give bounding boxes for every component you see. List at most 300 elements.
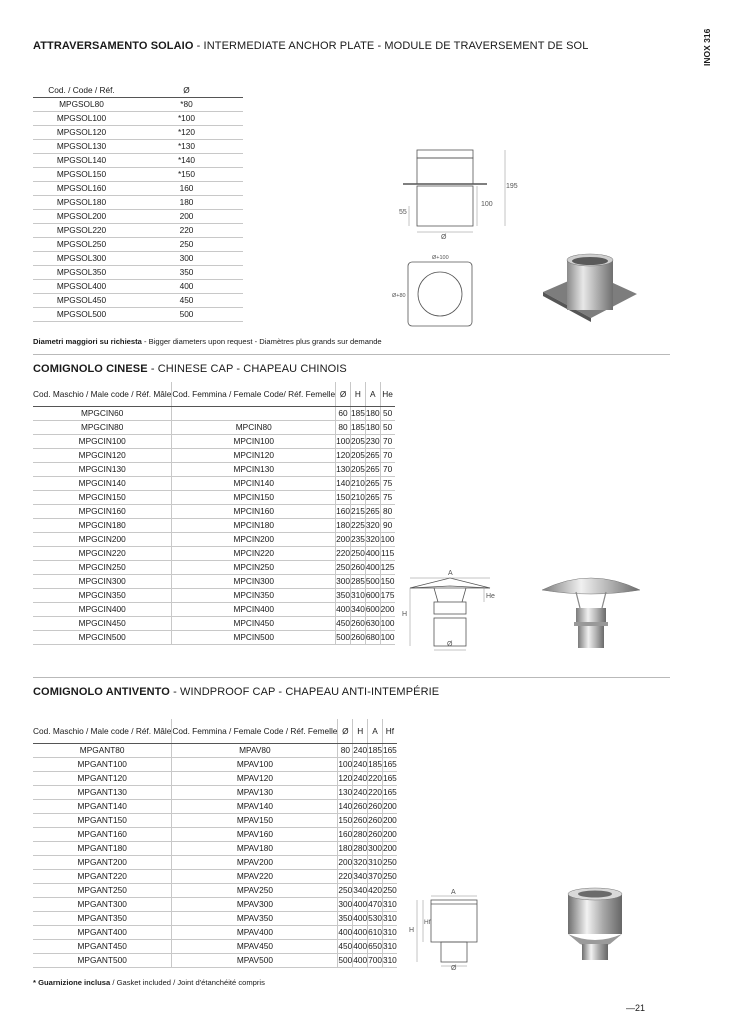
table-cell: 350: [130, 266, 243, 280]
table-cell: 450: [336, 617, 351, 631]
table-cell: 200: [382, 828, 396, 842]
section3-title-bold: COMIGNOLO ANTIVENTO: [33, 686, 170, 698]
table-cell: 50: [380, 421, 394, 435]
table-cell: MPGANT180: [33, 842, 172, 856]
table-cell: 320: [365, 533, 380, 547]
table-cell: 400: [365, 547, 380, 561]
table-cell: 400: [353, 926, 368, 940]
table-row: [33, 308, 243, 322]
dim-body: 100: [481, 201, 493, 208]
table-cell: 300: [130, 252, 243, 266]
table-row: [33, 168, 243, 182]
table-row: [33, 898, 397, 912]
table-cell: 500: [336, 631, 351, 645]
table-cell: 50: [380, 407, 394, 421]
table-header: A: [365, 382, 380, 407]
table-row: [33, 280, 243, 294]
table-header: He: [380, 382, 394, 407]
table-cell: MPGANT150: [33, 814, 172, 828]
table-cell: 300: [338, 898, 353, 912]
table-cell: 240: [353, 744, 368, 758]
section3-table: [33, 719, 397, 968]
table-cell: 180: [365, 407, 380, 421]
table-cell: 180: [130, 196, 243, 210]
section3-note-rest: / Gasket included / Joint d'étanchéité compris: [110, 978, 265, 987]
table-row: [33, 617, 395, 631]
table-cell: MPGANT300: [33, 898, 172, 912]
table-cell: 265: [365, 505, 380, 519]
table-cell: 265: [365, 449, 380, 463]
table-cell: MPGCIN160: [33, 505, 172, 519]
table-cell: 80: [380, 505, 394, 519]
table-cell: 180: [338, 842, 353, 856]
table-cell: 205: [350, 449, 365, 463]
table-header: A: [368, 719, 383, 744]
dim-a: A: [451, 889, 456, 896]
table-cell: MPAV100: [172, 758, 338, 772]
table-cell: 205: [350, 435, 365, 449]
table-row: [33, 519, 395, 533]
table-row: [33, 814, 397, 828]
table-cell: 400: [365, 561, 380, 575]
table-header: Cod. / Code / Réf.: [33, 84, 130, 98]
table-cell: MPCIN140: [172, 477, 336, 491]
table-cell: 470: [368, 898, 383, 912]
table-cell: 250: [382, 856, 396, 870]
table-cell: MPGANT350: [33, 912, 172, 926]
chinese-cap-drawing: [400, 566, 500, 654]
table-cell: MPGSOL140: [33, 154, 130, 168]
table-cell: 310: [368, 856, 383, 870]
dim-he: He: [486, 593, 495, 600]
table-cell: MPGSOL80: [33, 98, 130, 112]
table-cell: 260: [350, 561, 365, 575]
table-cell: 240: [353, 758, 368, 772]
table-row: [33, 196, 243, 210]
table-row: [33, 940, 397, 954]
table-row: [33, 547, 395, 561]
table-cell: 205: [350, 463, 365, 477]
table-cell: 280: [353, 828, 368, 842]
table-cell: MPAV200: [172, 856, 338, 870]
table-row: [33, 758, 397, 772]
table-row: [33, 561, 395, 575]
table-cell: 400: [338, 926, 353, 940]
section1-note: [33, 337, 382, 346]
table-cell: 150: [338, 814, 353, 828]
table-cell: 420: [368, 884, 383, 898]
table-cell: *150: [130, 168, 243, 182]
table-cell: MPGANT400: [33, 926, 172, 940]
table-row: [33, 449, 395, 463]
table-cell: 70: [380, 449, 394, 463]
table-cell: 80: [336, 421, 351, 435]
table-cell: MPGCIN140: [33, 477, 172, 491]
table-cell: 240: [353, 772, 368, 786]
dim-low: 55: [399, 209, 407, 216]
table-cell: 630: [365, 617, 380, 631]
table-cell: 450: [130, 294, 243, 308]
table-cell: MPCIN450: [172, 617, 336, 631]
table-cell: 100: [336, 435, 351, 449]
table-cell: 185: [368, 744, 383, 758]
table-row: [33, 842, 397, 856]
section1-title: [33, 40, 588, 52]
table-cell: 200: [336, 533, 351, 547]
table-cell: 300: [368, 842, 383, 856]
table-cell: 220: [368, 786, 383, 800]
table-cell: MPGANT140: [33, 800, 172, 814]
dim-total: 195: [506, 183, 518, 190]
table-cell: 230: [365, 435, 380, 449]
table-row: [33, 126, 243, 140]
table-cell: 160: [336, 505, 351, 519]
table-cell: 235: [350, 533, 365, 547]
table-cell: 340: [350, 603, 365, 617]
section1-table: [33, 84, 243, 322]
table-row: [33, 772, 397, 786]
table-cell: MPAV250: [172, 884, 338, 898]
table-cell: 200: [338, 856, 353, 870]
table-cell: 175: [380, 589, 394, 603]
upper-body: [417, 158, 473, 184]
table-row: [33, 98, 243, 112]
table-cell: MPGCIN250: [33, 561, 172, 575]
table-cell: MPGANT500: [33, 954, 172, 968]
table-header: Ø: [336, 382, 351, 407]
table-cell: 260: [350, 631, 365, 645]
windproof-cap-drawing: [405, 888, 495, 970]
table-cell: MPGSOL350: [33, 266, 130, 280]
table-cell: 140: [338, 800, 353, 814]
table-row: [33, 884, 397, 898]
table-cell: 265: [365, 463, 380, 477]
table-cell: 70: [380, 463, 394, 477]
table-row: [33, 435, 395, 449]
table-cell: 130: [338, 786, 353, 800]
table-header: Cod. Maschio / Male code / Réf. Mâle: [33, 719, 172, 744]
table-cell: MPAV140: [172, 800, 338, 814]
divider: [33, 354, 670, 355]
dim-hf: Hf: [424, 919, 431, 926]
table-cell: 285: [350, 575, 365, 589]
table-row: [33, 603, 395, 617]
table-cell: 100: [338, 758, 353, 772]
table-cell: MPGANT160: [33, 828, 172, 842]
table-cell: MPGCIN130: [33, 463, 172, 477]
table-cell: *140: [130, 154, 243, 168]
table-cell: 125: [380, 561, 394, 575]
table-cell: 160: [130, 182, 243, 196]
table-row: [33, 856, 397, 870]
table-cell: MPCIN400: [172, 603, 336, 617]
table-header: Cod. Femmina / Female Code / Réf. Femelle: [172, 719, 338, 744]
table-cell: MPGCIN300: [33, 575, 172, 589]
table-cell: 260: [350, 617, 365, 631]
section1-table-body: [33, 98, 243, 322]
table-cell: 220: [336, 547, 351, 561]
table-cell: 200: [382, 842, 396, 856]
table-cell: 310: [382, 954, 396, 968]
table-row: [33, 744, 397, 758]
table-cell: 250: [350, 547, 365, 561]
table-cell: 70: [380, 435, 394, 449]
divider: [33, 677, 670, 678]
table-row: [33, 828, 397, 842]
table-row: [33, 954, 397, 968]
dim-diam: Ø: [441, 234, 447, 240]
table-cell: 310: [382, 926, 396, 940]
table-row: [33, 491, 395, 505]
table-cell: MPGSOL450: [33, 294, 130, 308]
table-row: [33, 140, 243, 154]
table-cell: MPAV180: [172, 842, 338, 856]
table-cell: 240: [353, 786, 368, 800]
table-cell: 75: [380, 491, 394, 505]
table-cell: 200: [382, 814, 396, 828]
table-cell: 115: [380, 547, 394, 561]
table-cell: MPCIN200: [172, 533, 336, 547]
table-cell: MPGANT220: [33, 870, 172, 884]
table-cell: 200: [130, 210, 243, 224]
table-cell: MPGCIN500: [33, 631, 172, 645]
dim-d: Ø: [451, 965, 457, 970]
table-cell: [172, 407, 336, 421]
table-cell: MPGANT130: [33, 786, 172, 800]
table-cell: 250: [336, 561, 351, 575]
section3-note-bold: * Guarnizione inclusa: [33, 978, 111, 987]
chinese-cap-photo: [538, 562, 644, 652]
table-header: Cod. Maschio / Male code / Réf. Mâle: [33, 382, 172, 407]
table-cell: MPGANT250: [33, 884, 172, 898]
table-cell: 250: [382, 884, 396, 898]
table-cell: MPAV350: [172, 912, 338, 926]
section1-note-rest: - Bigger diameters upon request - Diamètres plus grands sur demande: [141, 337, 382, 346]
table-cell: 265: [365, 491, 380, 505]
table-cell: MPAV120: [172, 772, 338, 786]
table-cell: MPGCIN220: [33, 547, 172, 561]
table-cell: MPCIN300: [172, 575, 336, 589]
table-cell: MPAV300: [172, 898, 338, 912]
table-cell: MPAV150: [172, 814, 338, 828]
table-cell: 340: [353, 870, 368, 884]
table-cell: MPCIN220: [172, 547, 336, 561]
plate-height: Ø+80: [392, 293, 406, 299]
table-header: Hf: [382, 719, 396, 744]
table-cell: MPGSOL200: [33, 210, 130, 224]
lower-body: [417, 186, 473, 226]
section3-note: [33, 978, 265, 987]
section3-title-rest: - WINDPROOF CAP - CHAPEAU ANTI-INTEMPÉRIE: [169, 686, 440, 698]
table-cell: 220: [130, 224, 243, 238]
table-cell: 260: [353, 814, 368, 828]
table-cell: 180: [336, 519, 351, 533]
table-cell: 90: [380, 519, 394, 533]
table-cell: 700: [368, 954, 383, 968]
table-cell: 370: [368, 870, 383, 884]
table-cell: 160: [338, 828, 353, 842]
table-row: [33, 800, 397, 814]
section3-table-body: [33, 744, 397, 968]
table-cell: 100: [380, 631, 394, 645]
table-cell: MPGCIN450: [33, 617, 172, 631]
table-cell: 600: [365, 589, 380, 603]
table-cell: MPCIN130: [172, 463, 336, 477]
table-cell: 650: [368, 940, 383, 954]
table-cell: 310: [382, 940, 396, 954]
table-cell: 400: [336, 603, 351, 617]
table-cell: MPAV130: [172, 786, 338, 800]
table-cell: MPGSOL500: [33, 308, 130, 322]
table-cell: MPAV500: [172, 954, 338, 968]
table-cell: MPGANT80: [33, 744, 172, 758]
table-cell: 165: [382, 786, 396, 800]
table-cell: 60: [336, 407, 351, 421]
anchor-plate-side-drawing: [395, 140, 525, 240]
table-cell: 400: [353, 940, 368, 954]
table-header: Cod. Femmina / Female Code/ Réf. Femelle: [172, 382, 336, 407]
table-cell: MPGANT100: [33, 758, 172, 772]
windproof-cap-photo: [560, 884, 630, 964]
table-cell: 500: [130, 308, 243, 322]
table-row: [33, 912, 397, 926]
section2-table: [33, 382, 395, 645]
table-cell: MPGSOL400: [33, 280, 130, 294]
table-header: Ø: [130, 84, 243, 98]
table-cell: 260: [353, 800, 368, 814]
page-number: —21: [626, 1003, 646, 1013]
table-cell: 100: [380, 617, 394, 631]
table-row: [33, 266, 243, 280]
table-cell: 260: [368, 828, 383, 842]
table-row: [33, 589, 395, 603]
table-cell: 310: [382, 912, 396, 926]
table-row: [33, 870, 397, 884]
table-cell: MPGSOL120: [33, 126, 130, 140]
table-cell: MPGANT200: [33, 856, 172, 870]
table-cell: 185: [368, 758, 383, 772]
collar-top: [417, 150, 473, 158]
table-cell: 215: [350, 505, 365, 519]
table-cell: 400: [353, 898, 368, 912]
table-cell: 320: [353, 856, 368, 870]
table-cell: 610: [368, 926, 383, 940]
table-cell: 450: [338, 940, 353, 954]
table-cell: 185: [350, 407, 365, 421]
table-cell: MPCIN120: [172, 449, 336, 463]
table-cell: MPCIN180: [172, 519, 336, 533]
table-cell: 210: [350, 477, 365, 491]
table-cell: MPGCIN400: [33, 603, 172, 617]
plate-width: Ø+100: [432, 255, 449, 261]
table-cell: 400: [353, 954, 368, 968]
table-cell: 225: [350, 519, 365, 533]
section3-title: [33, 686, 439, 698]
table-cell: 250: [130, 238, 243, 252]
table-cell: MPCIN100: [172, 435, 336, 449]
table-cell: MPCIN80: [172, 421, 336, 435]
table-cell: 100: [380, 533, 394, 547]
table-cell: MPGSOL220: [33, 224, 130, 238]
table-cell: MPCIN350: [172, 589, 336, 603]
dim-d: Ø: [447, 641, 453, 648]
table-cell: 200: [382, 800, 396, 814]
table-cell: 320: [365, 519, 380, 533]
table-cell: MPGANT120: [33, 772, 172, 786]
section1-title-bold: ATTRAVERSAMENTO SOLAIO: [33, 40, 194, 52]
table-cell: MPGCIN200: [33, 533, 172, 547]
table-cell: MPGANT450: [33, 940, 172, 954]
table-cell: 150: [336, 491, 351, 505]
table-row: [33, 210, 243, 224]
table-cell: 600: [365, 603, 380, 617]
table-cell: 400: [353, 912, 368, 926]
table-row: [33, 926, 397, 940]
table-cell: *130: [130, 140, 243, 154]
table-cell: 200: [380, 603, 394, 617]
table-cell: MPAV160: [172, 828, 338, 842]
table-cell: *120: [130, 126, 243, 140]
table-cell: 500: [365, 575, 380, 589]
table-cell: MPGCIN120: [33, 449, 172, 463]
table-cell: 80: [338, 744, 353, 758]
dim-a: A: [448, 570, 453, 577]
section2-title-rest: - CHINESE CAP - CHAPEAU CHINOIS: [147, 363, 347, 375]
table-cell: MPGSOL300: [33, 252, 130, 266]
table-cell: MPGSOL130: [33, 140, 130, 154]
table-cell: MPCIN500: [172, 631, 336, 645]
table-cell: 280: [353, 842, 368, 856]
table-cell: 310: [382, 898, 396, 912]
table-cell: MPCIN150: [172, 491, 336, 505]
table-header: Ø: [338, 719, 353, 744]
table-cell: MPGSOL100: [33, 112, 130, 126]
table-cell: MPCIN160: [172, 505, 336, 519]
table-cell: 120: [338, 772, 353, 786]
table-row: [33, 631, 395, 645]
section2-table-body: [33, 407, 395, 645]
table-cell: 260: [368, 800, 383, 814]
table-row: [33, 533, 395, 547]
table-cell: 165: [382, 744, 396, 758]
section1-note-bold: Diametri maggiori su richiesta: [33, 337, 142, 346]
table-cell: 260: [368, 814, 383, 828]
anchor-plate-top-drawing: [392, 252, 488, 332]
table-header: H: [353, 719, 368, 744]
section1-title-rest: - INTERMEDIATE ANCHOR PLATE - MODULE DE TRAVERSEMENT DE SOL: [193, 40, 589, 52]
table-cell: 250: [382, 870, 396, 884]
table-cell: MPGCIN60: [33, 407, 172, 421]
table-cell: 265: [365, 477, 380, 491]
table-cell: 300: [336, 575, 351, 589]
table-row: [33, 786, 397, 800]
table-cell: 350: [336, 589, 351, 603]
section2-title-bold: COMIGNOLO CINESE: [33, 363, 148, 375]
table-cell: 220: [338, 870, 353, 884]
table-cell: 350: [338, 912, 353, 926]
table-cell: 130: [336, 463, 351, 477]
table-cell: 680: [365, 631, 380, 645]
table-row: [33, 238, 243, 252]
table-cell: 250: [338, 884, 353, 898]
table-row: [33, 154, 243, 168]
table-cell: MPGCIN80: [33, 421, 172, 435]
table-cell: 220: [368, 772, 383, 786]
table-cell: MPGCIN150: [33, 491, 172, 505]
table-cell: MPGCIN100: [33, 435, 172, 449]
table-cell: 75: [380, 477, 394, 491]
table-row: [33, 294, 243, 308]
